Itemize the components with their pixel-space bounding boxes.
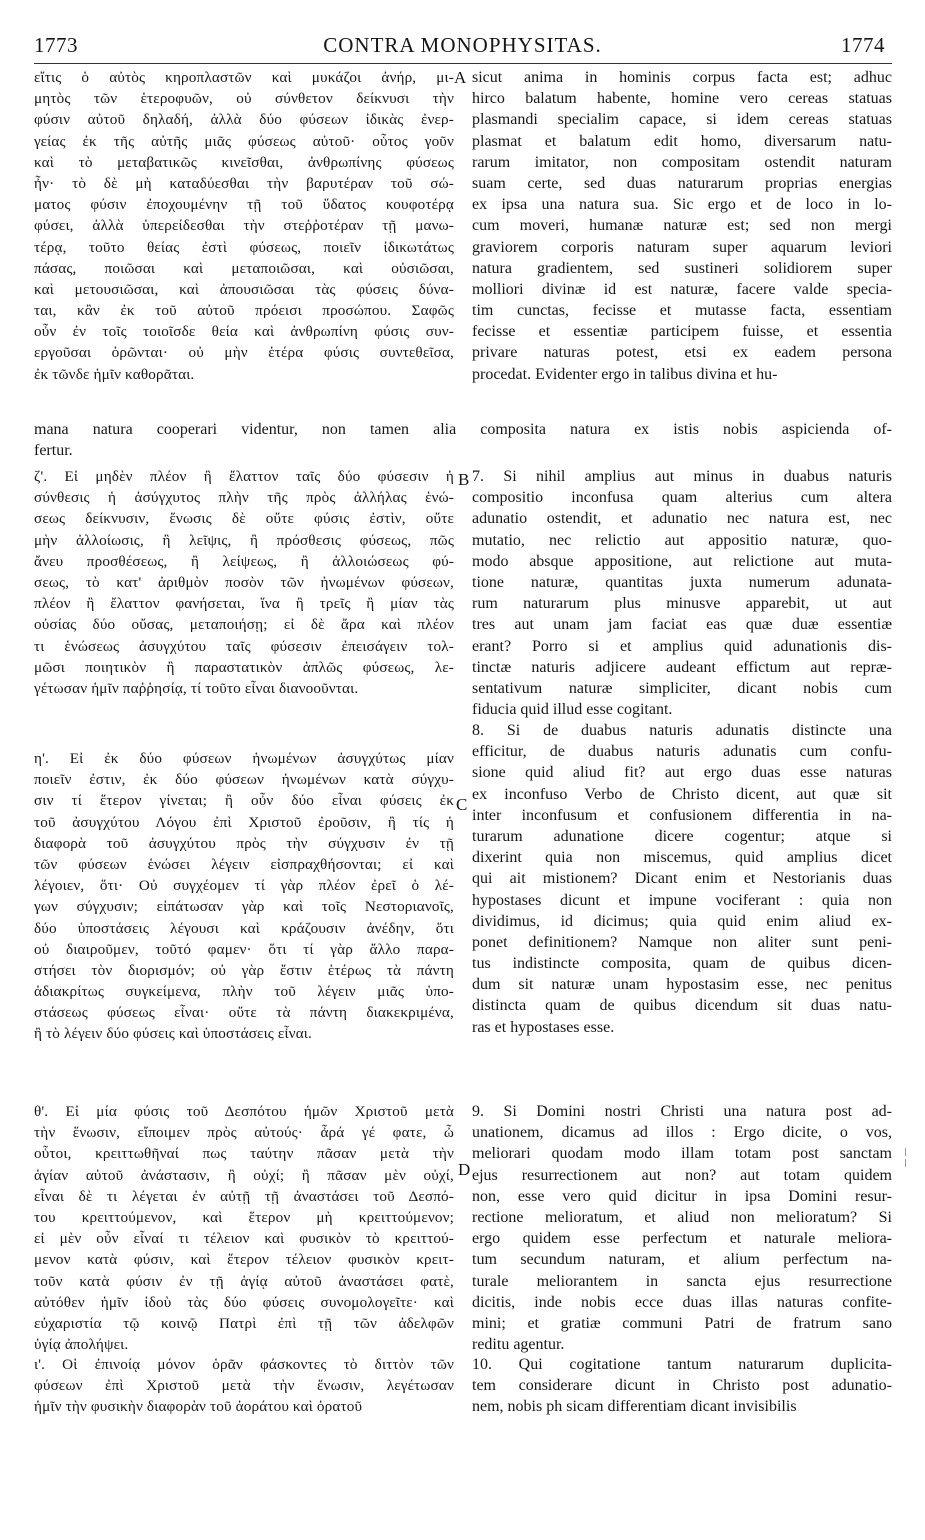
text-line: sione quid aliud fit? aut ergo duas esse naturas bbox=[472, 764, 892, 782]
text-line: fiducia quid illud esse cogitant. bbox=[472, 701, 673, 719]
text-line: rum naturarum plus minusve apparebit, ut aut bbox=[472, 595, 892, 613]
latin-section-9 bbox=[472, 1101, 892, 1355]
text-line: ματος φύσιν ἐποχουμένην τῇ τοῦ ὕδατος κουφοτέρᾳ bbox=[34, 196, 454, 214]
greek-section-8 bbox=[34, 748, 454, 1045]
latin-section-10 bbox=[472, 1354, 892, 1418]
text-line: οὖν ἐν τοῖς τοιοῖσδε θεία καὶ ἀνθρωπίνη φύσις συν- bbox=[34, 323, 454, 341]
text-line: erant? Porro si et amplius quid adunationis dis- bbox=[472, 637, 892, 655]
text-line: μὴν ἀλλοίωσις, ἢ λεῖψις, ἢ πρόσθεσις φύσεως, πῶς bbox=[34, 531, 454, 549]
text-line: ἄνευ προσθέσεως, ἢ λείψεως, ἢ ἀλλοιώσεως φύ- bbox=[34, 552, 454, 570]
margin-letter-d: D bbox=[458, 1160, 471, 1179]
margin-letter-b: B bbox=[458, 470, 470, 489]
text-line: καὶ τὸ μεταβατικῶς κινεῖσθαι, ἀνθρωπίνης φύσεως bbox=[34, 153, 454, 171]
text-line: τοῦ ἀσυγχύτου Λόγου ἐπὶ Χριστοῦ ἐροῦσιν, ἢ τίς ἡ bbox=[34, 813, 454, 831]
text-line: privare naturas potest, etsi ex eadem persona bbox=[472, 344, 892, 362]
text-line: plasmandi specialim capace, si idem cereas statuas bbox=[472, 111, 892, 129]
text-line: ζ'. Εἰ μηδὲν πλέον ἢ ἔλαττον ταῖς δύο φύσεσιν ἡ bbox=[34, 468, 454, 485]
greek-section-10 bbox=[34, 1354, 454, 1418]
text-line: rarum imitator, non compositam ostendit naturam bbox=[472, 153, 892, 171]
text-line: mana natura cooperari videntur, non tamen alia composita natura ex istis nobis aspicienda of- bbox=[34, 421, 892, 438]
text-line: natura gradientem, sed sustineri solidiorem super bbox=[472, 259, 892, 277]
text-line: ἁγίαν αὐτοῦ ἀνάστασιν, ἢ οὐχί; ἢ πᾶσαν μὲν οὐχί, bbox=[34, 1166, 454, 1184]
text-line: φύσιν αὐτοῦ δηλαδή, ἀλλὰ δύο φύσεων ἰδικὰς ἐνερ- bbox=[34, 111, 454, 129]
latin-intro-paragraph bbox=[472, 67, 892, 385]
text-line: dicitis, inde nobis ecce duas illas naturas confite- bbox=[472, 1293, 892, 1311]
text-line: διαφορὰ τοῦ ἀσυγχύτου πρὸς τὴν σύγχυσιν ἐν τῇ bbox=[34, 834, 454, 852]
text-line: sicut anima in hominis corpus facta est; adhuc bbox=[472, 69, 892, 86]
text-line: μενον κατὰ φύσιν, καὶ ἕτερον τέλειον φυσικὸν κρειτ- bbox=[34, 1251, 454, 1269]
text-line: τι ἑνώσεως ἀσυγχύτου ταῖς φύσεσιν ἐπεισάγειν τολ- bbox=[34, 637, 454, 655]
latin-section-8 bbox=[472, 720, 892, 1038]
text-line: μῶσι ποιητικὸν ἢ παραστατικὸν ἁπλῶς φύσεως, λε- bbox=[34, 658, 454, 676]
text-line: ponet definitionem? Namque non aliter sunt peni- bbox=[472, 933, 892, 951]
text-line: θ'. Εἰ μία φύσις τοῦ Δεσπότου ἡμῶν Χριστοῦ μετὰ bbox=[34, 1103, 454, 1120]
text-line: fecisse et essentiæ participem fuisse, et essentia bbox=[472, 323, 892, 341]
text-line: modo absque appositione, aut relictione aut muta- bbox=[472, 552, 892, 570]
text-line: meliorari quodam modo illam totam post sanctam bbox=[472, 1145, 892, 1163]
text-line: tinctæ naturis adjicere audeant effictum aut repræ- bbox=[472, 658, 892, 676]
text-line: plasmat et balatum edit homo, diversarum natu- bbox=[472, 132, 892, 150]
text-line: suam certe, sed duas naturarum proprias energias bbox=[472, 174, 892, 192]
running-title: CONTRA MONOPHYSITAS. bbox=[323, 33, 602, 57]
text-line: compositio inconfusa quam alterius cum altera bbox=[472, 489, 892, 507]
text-line: ι'. Οἱ ἐπινοίᾳ μόνον ὁρᾶν φάσκοντες τὸ διττὸν τῶν bbox=[34, 1356, 454, 1373]
text-line: nem, nobis ph sicam differentiam dicant invisibilis bbox=[472, 1398, 797, 1416]
text-line: ergo quidem esse perfectum et naturale meliora- bbox=[472, 1230, 892, 1248]
text-line: εἶναι δὲ τι λέγεται ἐν αὐτῇ τῇ ἀναστάσει τοῦ Δεσπό- bbox=[34, 1187, 454, 1205]
text-line: graviorem corporis naturam super aquarum leviori bbox=[472, 238, 892, 256]
text-line: sentativum naturæ simpliciter, dicant nobis cum bbox=[472, 679, 892, 697]
text-line: tim cunctas, fecisse et mutasse facta, essentiam bbox=[472, 302, 892, 320]
text-line: ἐκ τῶνδε ἡμῖν καθορᾶται. bbox=[34, 365, 195, 383]
text-line: dum sit naturæ unam hypostasim esse, nec penitus bbox=[472, 976, 892, 994]
greek-section-9 bbox=[34, 1101, 454, 1355]
text-line: ex ipsa una natura sua. Sic ergo et de loco in lo- bbox=[472, 196, 892, 214]
text-line: ejus resurrectionem aut non? aut totam quidem bbox=[472, 1166, 892, 1184]
header-rule bbox=[34, 63, 892, 64]
text-line: rectione melioratum, et aliud non melioratum? Si bbox=[472, 1208, 892, 1226]
margin-letter-a: A bbox=[454, 68, 467, 87]
text-line: εἴτις ὁ αὐτὸς κηροπλαστῶν καὶ μυκάζοι ἀνήρ, μι- bbox=[34, 69, 454, 86]
text-line: 8. Si de duabus naturis adunatis distincte una bbox=[472, 722, 892, 739]
text-line: εργοῦσαι ὁρῶνται· οὐ μὴν ἑτέρα φύσις συντεθεῖσα, bbox=[34, 344, 454, 362]
latin-intro-full-width bbox=[34, 419, 892, 461]
text-line: οὐ διαιροῦμεν, τοῦτό φαμεν· ὅτι τί γὰρ ἄλλο παρα- bbox=[34, 940, 454, 958]
text-line: inter inconfusum et confusionem differentia in na- bbox=[472, 806, 892, 824]
margin-specks bbox=[905, 1148, 907, 1178]
text-line: αὐτόθεν ἡμῖν ἰδοὺ τὰς δύο φύσεις συνομολογεῖτε· καὶ bbox=[34, 1293, 454, 1311]
text-line: ras et hypostases esse. bbox=[472, 1018, 615, 1036]
text-line: σεως, τὸ κατ' ἀριθμὸν ποσὸν τῶν ἡνωμένων φύσεων, bbox=[34, 573, 454, 591]
text-line: ἡμῖν τὴν φυσικὴν διαφορὰν τοῦ ἀοράτου καὶ ὁρατοῦ bbox=[34, 1398, 363, 1416]
text-line: turale meliorantem in sancta ejus resurrectione bbox=[472, 1272, 892, 1290]
text-line: ἀδιακρίτως συγκείμενα, πλὴν τοῦ λέγειν μιᾶς ὑπο- bbox=[34, 983, 454, 1001]
text-line: η'. Εἰ ἐκ δύο φύσεων ἡνωμένων ἀσυγχύτως μίαν bbox=[34, 750, 454, 767]
text-line: οὐσίας δύο οὔσας, μεταποιήσῃ; εἰ δὲ ἄρα καὶ πλέον bbox=[34, 616, 454, 634]
text-line: ἦν· τὸ δὲ μὴ καταδύεσθαι τὴν βαρυτέραν τοῦ σώ- bbox=[34, 174, 454, 192]
text-line: mini; et gratiæ communi Patri de fratrum sano bbox=[472, 1314, 892, 1332]
text-line: φύσει, ἀλλὰ ὑπερείδεσθαι τὴν στεῤῥοτέραν τῇ μανω- bbox=[34, 217, 454, 235]
text-line: οὗτοι, κρειττωθῆναί πως ταύτην πᾶσαν μετὰ τὴν bbox=[34, 1145, 454, 1163]
text-line: 7. Si nihil amplius aut minus in duabus naturis bbox=[472, 468, 892, 485]
text-line: τὴν ἕνωσιν, εἴποιμεν πρὸς αὐτούς· ἆρά γέ φατε, ὦ bbox=[34, 1124, 454, 1142]
text-line: εἰ μὲν οὖν εἶναί τι τέλειον καὶ φυσικὸν τὸ κρειττού- bbox=[34, 1230, 454, 1248]
text-line: 9. Si Domini nostri Christi una natura post ad- bbox=[472, 1103, 892, 1120]
text-line: ex inconfuso Verbo de Christo dicent, aut quæ sit bbox=[472, 785, 892, 803]
text-line: γέτωσαν ἡμῖν παῤῥησίᾳ, τί τοῦτο εἶναι διανοοῦνται. bbox=[34, 679, 359, 697]
text-line: ται, κἂν ἐκ τοῦ αὐτοῦ πρόεισι προσώπου. Σαφῶς bbox=[34, 302, 454, 320]
text-line: ὑγίᾳ ἀπολήψει. bbox=[34, 1336, 129, 1354]
greek-intro-paragraph bbox=[34, 67, 454, 385]
text-line: mutatio, nec relictio aut appositio naturæ, quo- bbox=[472, 531, 892, 549]
text-line: σύνθεσις ἡ ἀσύγχυτος πλὴν τῆς πρὸς ἀλλήλας ἑνώ- bbox=[34, 489, 454, 507]
text-line: cum moveri, humanæ naturæ est; sed non mergi bbox=[472, 217, 892, 235]
text-line: καὶ μετουσιῶσαι, καὶ ἀπουσιῶσαι τὰς φύσεις δύνα- bbox=[34, 280, 454, 298]
right-column-number: 1774 bbox=[841, 33, 885, 57]
text-line: turarum adunatione dicere cogentur; atque si bbox=[472, 827, 892, 845]
text-line: distincta quam de quibus dicendum sit duas natu- bbox=[472, 997, 892, 1015]
text-line: εὐχαριστία τῷ κοινῷ Πατρὶ ἐπὶ τῇ τῶν ἀδελφῶν bbox=[34, 1314, 454, 1332]
text-line: tum secundum naturam, et alium perfectum na- bbox=[472, 1251, 892, 1269]
text-line: tres aut unam jam faciat eas quæ duæ essentiæ bbox=[472, 616, 892, 634]
text-line: φύσεων ἐπὶ Χριστοῦ μετὰ τὴν ἕνωσιν, λεγέτωσαν bbox=[34, 1377, 454, 1395]
text-line: τέρᾳ, τοῦτο θείας ἐστὶ φύσεως, ποιεῖν ἰδικωτάτως bbox=[34, 238, 454, 256]
text-line: σιν τί ἕτερον γίνεται; ἢ οὖν δύο εἶναι φύσεις ἐκ bbox=[34, 792, 454, 810]
text-line: tione naturæ, quantitas juxta numerum adunata- bbox=[472, 573, 892, 591]
text-line: ἢ τὸ λέγειν δύο φύσεις καὶ ὑποστάσεις εἶναι. bbox=[34, 1025, 312, 1043]
text-line: γων σύγχυσιν; εἰπάτωσαν γὰρ καὶ τοῖς Νεστοριανοῖς, bbox=[34, 898, 454, 916]
text-line: adunatio ostendit, et adunatio nec natura est, nec bbox=[472, 510, 892, 528]
text-line: unationem, dicamus ad illos : Ergo dicite, o vos, bbox=[472, 1124, 892, 1142]
text-line: πλέον ἢ ἔλαττον φανήσεται, ἵνα ἢ τρεῖς ἢ μίαν τὰς bbox=[34, 595, 454, 613]
text-line: hypostases dicunt et impune vociferant : quia non bbox=[472, 891, 892, 909]
text-line: τῶν φύσεων ἑνώσει λέγειν εἰσπραχθήσονται; εἰ καὶ bbox=[34, 855, 454, 873]
text-line: στήσει τὸν διορισμόν; οὐ γὰρ ἔστιν ἑτέρως τὰ πάντη bbox=[34, 961, 454, 979]
greek-section-7 bbox=[34, 466, 454, 699]
text-line: non, esse vero quid dicitur in ipsa Domini resur- bbox=[472, 1187, 892, 1205]
text-line: γείας ἐκ τῆς αὐτῆς μιᾶς φύσεως αὐτοῦ· οὗτος γοῦν bbox=[34, 132, 454, 150]
text-line: molliori divinæ id est naturæ, facere valde specia- bbox=[472, 280, 892, 298]
text-line: reditu agentur. bbox=[472, 1336, 565, 1354]
text-line: tem considerare dicunt in Christo post adunatio- bbox=[472, 1377, 892, 1395]
text-line: λέγοιεν, ὅτι· Οὐ συγχέομεν τί γὰρ πλέον ἐρεῖ ὁ λέ- bbox=[34, 877, 454, 895]
text-line: μητὸς τῶν ἑτεροφυῶν, οὐ σύνθετον δείκνυσι τὴν bbox=[34, 90, 454, 108]
text-line: τοῦν κατὰ φύσιν ἐν τῇ ἁγίᾳ αὐτοῦ ἀναστάσει φατὲ, bbox=[34, 1272, 454, 1290]
text-line: fertur. bbox=[34, 442, 73, 460]
text-line: στάσεως φύσεως εἶναι· οὔτε τὰ πάντη διακεκριμένα, bbox=[34, 1004, 454, 1022]
margin-letter-c: C bbox=[456, 795, 468, 814]
text-line: tus indistincte composita, quam de quibus dicen- bbox=[472, 955, 892, 973]
text-line: dividimus, id dicimus; quia quid enim aliud ex- bbox=[472, 912, 892, 930]
text-line: qui ait mistionem? Dicant enim et Nestorianis duas bbox=[472, 870, 892, 888]
latin-section-7 bbox=[472, 466, 892, 720]
text-line: ποιεῖν ἐστιν, ἐκ δύο φύσεων ἡνωμένων κατὰ σύγχυ- bbox=[34, 771, 454, 789]
text-line: efficitur, de duabus naturis adunatis cum confu- bbox=[472, 743, 892, 761]
text-line: του κρειττούμενον, καὶ ἕτερον μὴ κρειττούμενον; bbox=[34, 1208, 454, 1226]
text-line: hirco balatum habente, homine vero cereas statuas bbox=[472, 90, 892, 108]
left-column-number: 1773 bbox=[34, 33, 78, 57]
text-line: procedat. Evidenter ergo in talibus divina et hu- bbox=[472, 365, 778, 383]
text-line: πάσας, ποιῶσαι καὶ μεταποιῶσαι, καὶ οὐσιῶσαι, bbox=[34, 259, 454, 277]
text-line: dixerint quia non miscemus, quid amplius dicet bbox=[472, 849, 892, 867]
text-line: δύο ὑποστάσεις λέγουσι καὶ κράζουσιν ἀνέδην, ὅτι bbox=[34, 919, 454, 937]
text-line: σεως δείκνυσιν, ἕνωσις δὲ οὔτε φύσις ἐστὶν, οὔτε bbox=[34, 510, 454, 528]
text-line: 10. Qui cogitatione tantum naturarum duplicita- bbox=[472, 1356, 892, 1373]
